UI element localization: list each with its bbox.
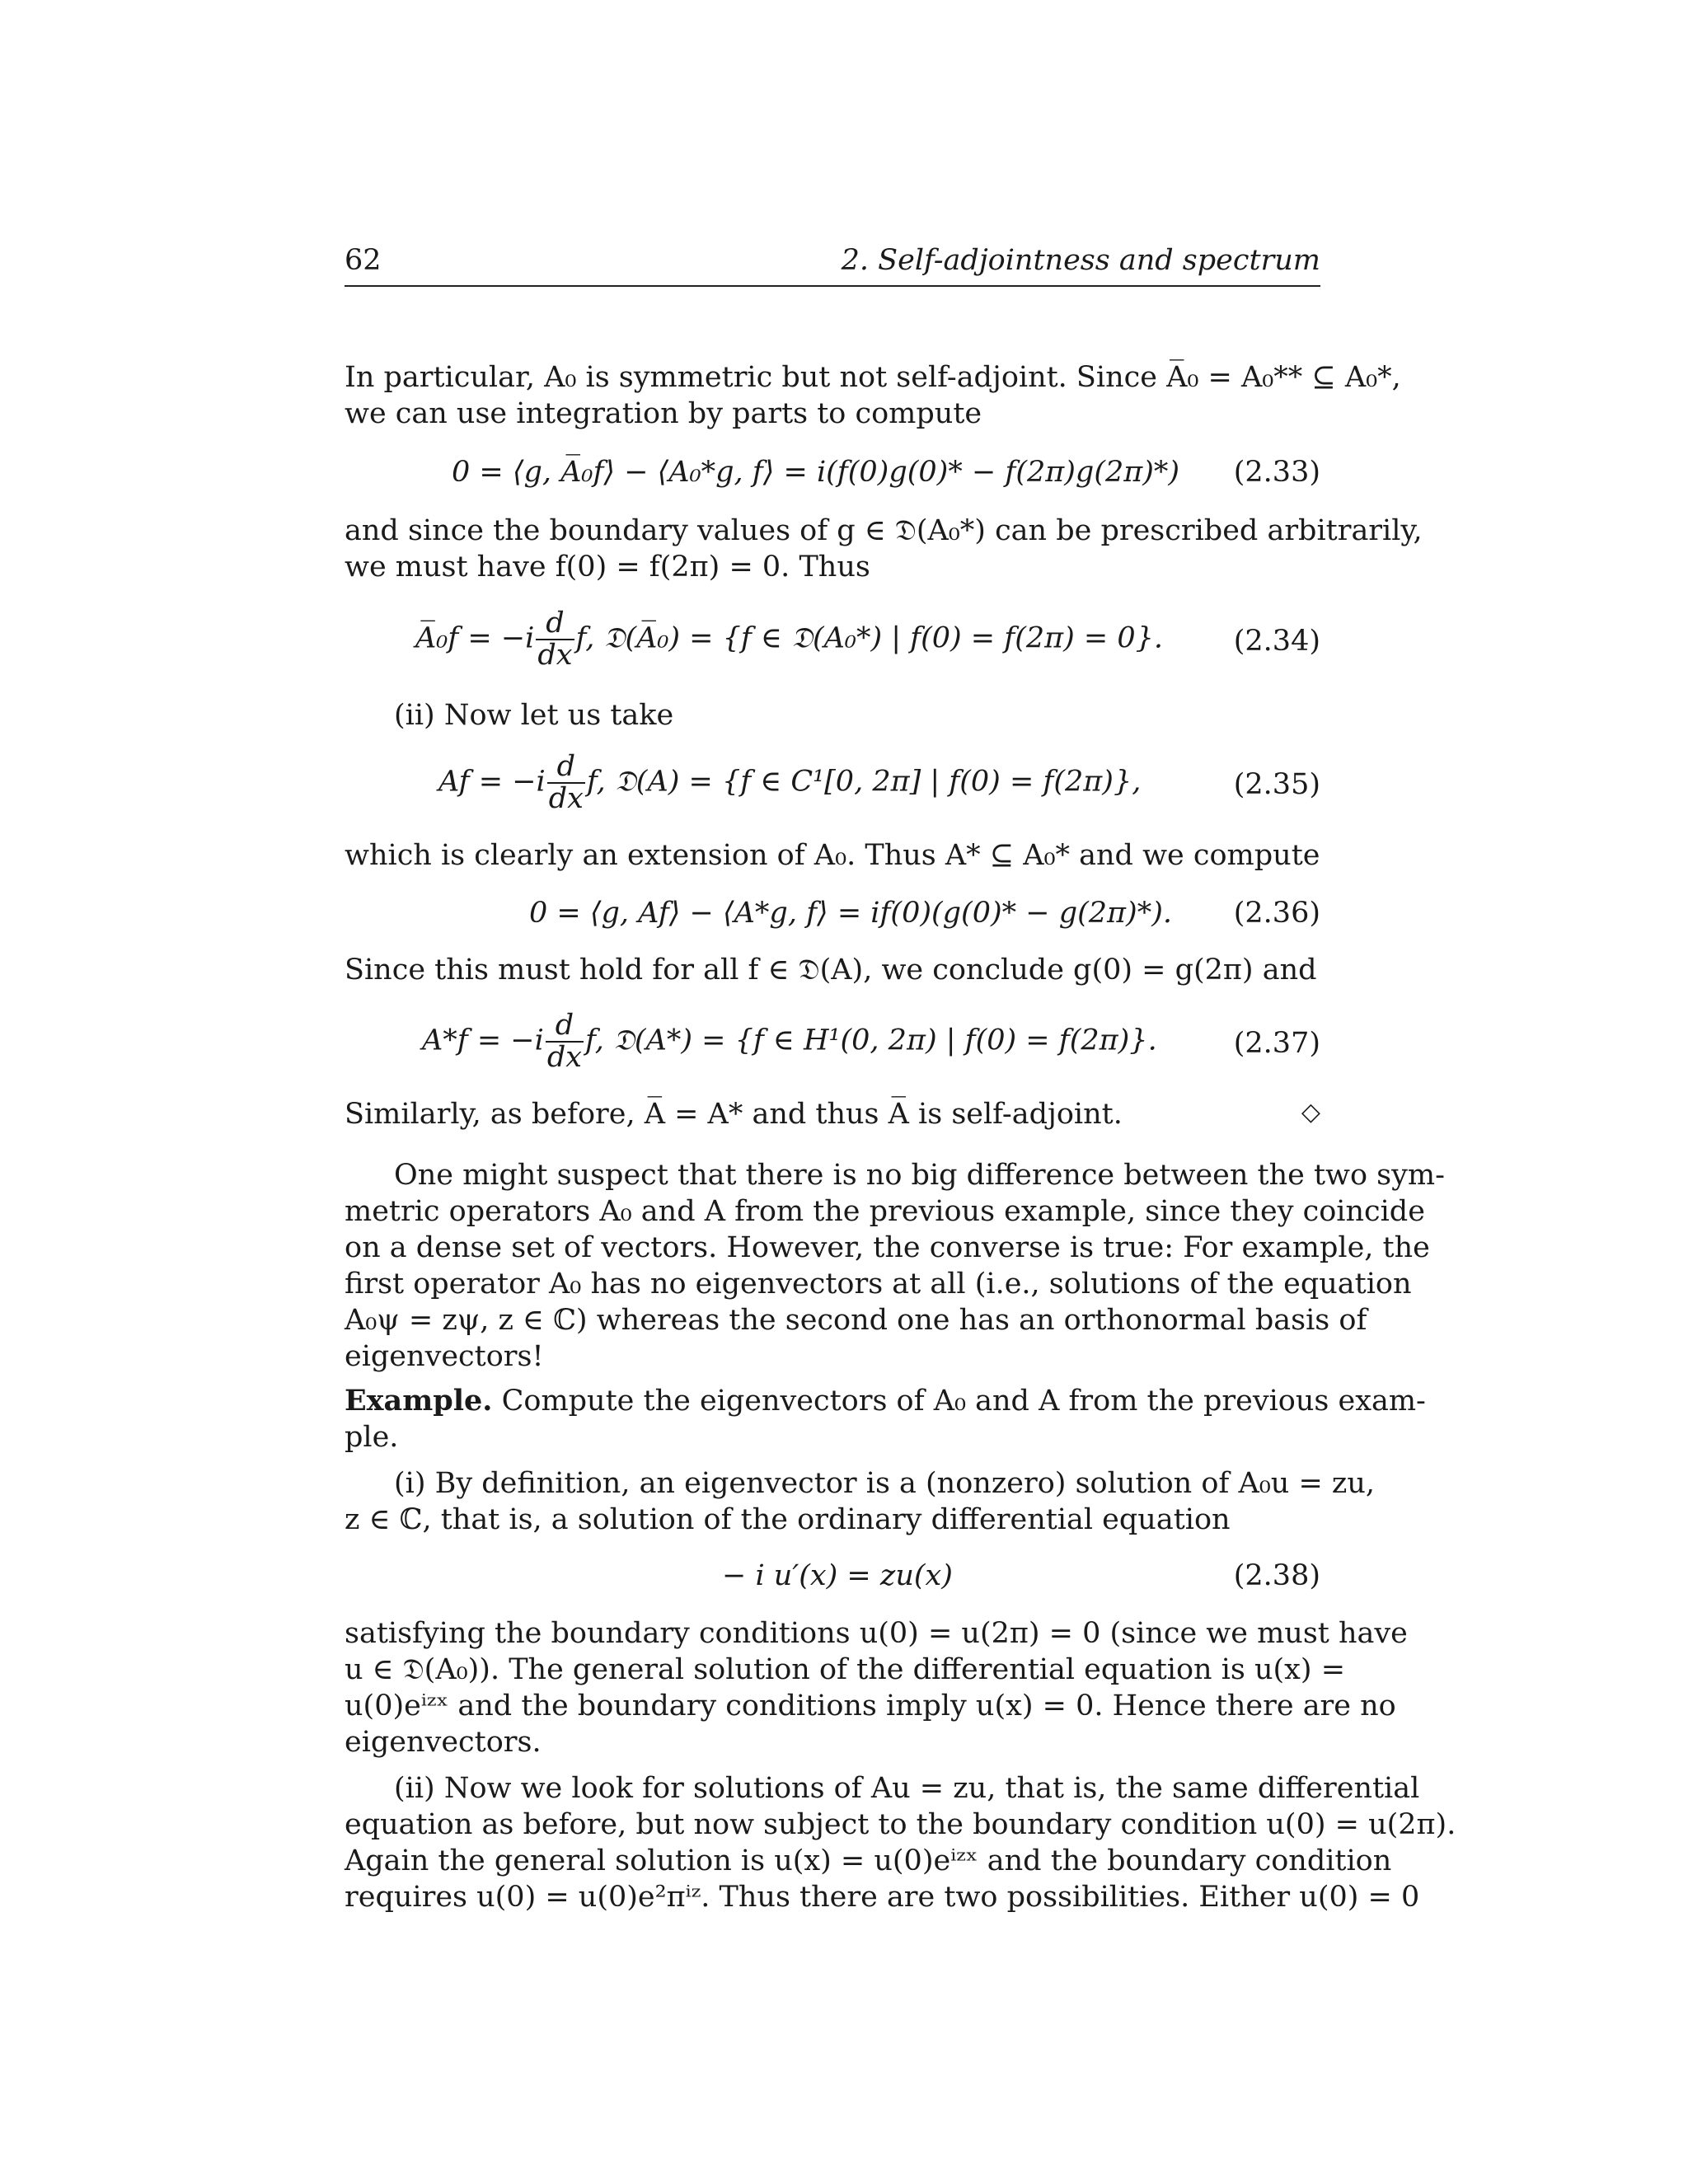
text-line: In particular, A₀ is symmetric but not self-adjoint. Since A̅₀ = A₀** ⊆ A₀*,: [345, 361, 1401, 394]
end-of-example-mark: ◇: [1301, 1098, 1320, 1127]
derivative-fraction: [546, 1010, 584, 1073]
text-line: One might suspect that there is no big difference between the two sym-: [394, 1159, 1445, 1192]
text-line: u ∈ 𝔇(A₀)). The general solution of the differential equation is u(x) =: [345, 1653, 1346, 1686]
text-line: Similarly, as before, A̅ = A* and thus A̅ is self-adjoint.: [345, 1098, 1123, 1131]
example-line: [345, 1383, 1426, 1419]
equation-lhs: Af = −i: [438, 765, 546, 799]
text-line: requires u(0) = u(0)e²πⁱᶻ. Thus there are two possibilities. Either u(0) = 0: [345, 1881, 1420, 1914]
text-line: on a dense set of vectors. However, the converse is true: For example, the: [345, 1231, 1430, 1264]
fraction-numerator: d: [547, 752, 585, 784]
text-line: Again the general solution is u(x) = u(0)eⁱᶻˣ and the boundary condition: [345, 1844, 1392, 1877]
equation-number: (2.36): [1233, 897, 1320, 930]
text-line: metric operators A₀ and A from the previous example, since they coincide: [345, 1195, 1425, 1228]
equation-number: (2.38): [1233, 1559, 1320, 1592]
equation-number: (2.35): [1233, 768, 1320, 801]
derivative-fraction: [536, 608, 574, 671]
equation-number: (2.37): [1233, 1027, 1320, 1060]
running-header: [345, 244, 1320, 287]
equation-lhs: A*f = −i: [422, 1024, 544, 1057]
fraction-denominator: dx: [548, 781, 584, 815]
equation-rhs: f, 𝔇(A̅₀) = {f ∈ 𝔇(A₀*) | f(0) = f(2π) = 0}.: [575, 621, 1164, 655]
text-line: satisfying the boundary conditions u(0) = u(2π) = 0 (since we must have: [345, 1617, 1408, 1650]
text-line: (i) By definition, an eigenvector is a (nonzero) solution of A₀u = zu,: [394, 1467, 1376, 1500]
text-line: eigenvectors!: [345, 1340, 544, 1373]
derivative-fraction: [547, 752, 585, 814]
equation-rhs: f, 𝔇(A*) = {f ∈ H¹(0, 2π) | f(0) = f(2π)}.: [584, 1024, 1157, 1057]
text-line: equation as before, but now subject to the boundary condition u(0) = u(2π).: [345, 1808, 1456, 1841]
text-line: u(0)eⁱᶻˣ and the boundary conditions imply u(x) = 0. Hence there are no: [345, 1690, 1396, 1722]
example-label: Example.: [345, 1384, 493, 1418]
example-text: Compute the eigenvectors of A₀ and A from the previous exam-: [492, 1385, 1426, 1418]
running-title: 2. Self-adjointness and spectrum: [841, 244, 1320, 277]
equation-2-34: [345, 608, 1320, 674]
text-line: ple.: [345, 1421, 399, 1454]
equation-rhs: f, 𝔇(A) = {f ∈ C¹[0, 2π] | f(0) = f(2π)},: [586, 765, 1142, 799]
equation-body: [422, 1010, 1157, 1073]
text-line: we must have f(0) = f(2π) = 0. Thus: [345, 551, 870, 583]
equation-body: − i u′(x) = zu(x): [722, 1559, 953, 1592]
page-number: 62: [345, 244, 382, 277]
fraction-denominator: dx: [546, 1040, 582, 1074]
equation-2-37: [345, 1010, 1320, 1076]
text-line: eigenvectors.: [345, 1726, 542, 1759]
text-line: first operator A₀ has no eigenvectors at all (i.e., solutions of the equation: [345, 1268, 1412, 1301]
equation-body: 0 = ⟨g, A̅₀f⟩ − ⟨A₀*g, f⟩ = i(f(0)g(0)* − f(2π)g(2π)*): [452, 456, 1180, 489]
equation-body: [438, 752, 1141, 814]
equation-body: [415, 608, 1163, 671]
text-line: which is clearly an extension of A₀. Thus A* ⊆ A₀* and we compute: [345, 839, 1320, 872]
equation-number: (2.33): [1233, 456, 1320, 489]
text-line: (ii) Now let us take: [394, 699, 674, 732]
fraction-denominator: dx: [537, 638, 573, 672]
text-line: A₀ψ = zψ, z ∈ ℂ) whereas the second one has an orthonormal basis of: [345, 1304, 1367, 1337]
equation-body: 0 = ⟨g, Af⟩ − ⟨A*g, f⟩ = if(0)(g(0)* − g(2π)*).: [529, 897, 1172, 930]
text-line: (ii) Now we look for solutions of Au = zu, that is, the same differential: [394, 1772, 1420, 1805]
fraction-numerator: d: [536, 608, 574, 640]
equation-lhs: A̅₀f = −i: [415, 621, 535, 655]
fraction-numerator: d: [546, 1010, 584, 1043]
text-line: and since the boundary values of g ∈ 𝔇(A₀*) can be prescribed arbitrarily,: [345, 514, 1423, 547]
text-line: z ∈ ℂ, that is, a solution of the ordinary differential equation: [345, 1503, 1231, 1536]
text-line: we can use integration by parts to compute: [345, 397, 982, 430]
equation-number: (2.34): [1233, 625, 1320, 658]
equation-2-35: [345, 752, 1320, 818]
text-line: Since this must hold for all f ∈ 𝔇(A), we conclude g(0) = g(2π) and: [345, 954, 1317, 987]
